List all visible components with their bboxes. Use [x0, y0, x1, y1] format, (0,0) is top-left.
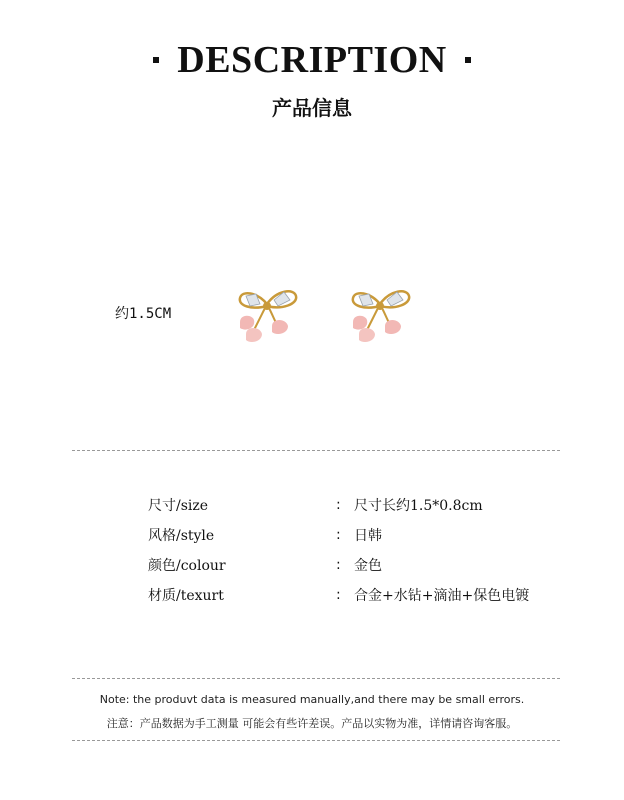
description-header: [0, 38, 624, 82]
spec-value: 日韩: [354, 528, 382, 544]
note-chinese: 注意：产品数据为手工测量 可能会有些许差误。产品以实物为准，详情请咨询客服。: [106, 717, 518, 730]
spec-row-colour: [148, 553, 568, 577]
spec-value: 尺寸长约1.5*0.8cm: [354, 498, 483, 514]
spec-colon: :: [336, 557, 341, 573]
divider: [72, 678, 560, 679]
left-earring-icon: [232, 282, 302, 352]
divider: [72, 740, 560, 741]
spec-row-size: [148, 493, 568, 517]
right-bullet-icon: [465, 57, 471, 63]
spec-colon: :: [336, 587, 341, 603]
spec-row-material: [148, 583, 568, 607]
right-earring-icon: [345, 282, 415, 352]
size-label: 约1.5CM: [115, 306, 172, 322]
page-title: DESCRIPTION: [177, 39, 447, 81]
spec-key: 颜色/colour: [148, 558, 226, 574]
spec-key: 材质/texurt: [148, 588, 224, 604]
spec-key: 尺寸/size: [148, 498, 209, 514]
spec-colon: :: [336, 497, 341, 513]
spec-colon: :: [336, 527, 341, 543]
left-bullet-icon: [153, 57, 159, 63]
spec-key: 风格/style: [148, 528, 215, 544]
spec-row-style: [148, 523, 568, 547]
spec-value: 金色: [354, 558, 382, 574]
divider: [72, 450, 560, 451]
spec-value: 合金+水钻+滴油+保色电镀: [354, 588, 530, 604]
note-english: Note: the produvt data is measured manually,and there may be small errors.: [99, 693, 525, 706]
page-subtitle: 产品信息: [272, 96, 352, 120]
